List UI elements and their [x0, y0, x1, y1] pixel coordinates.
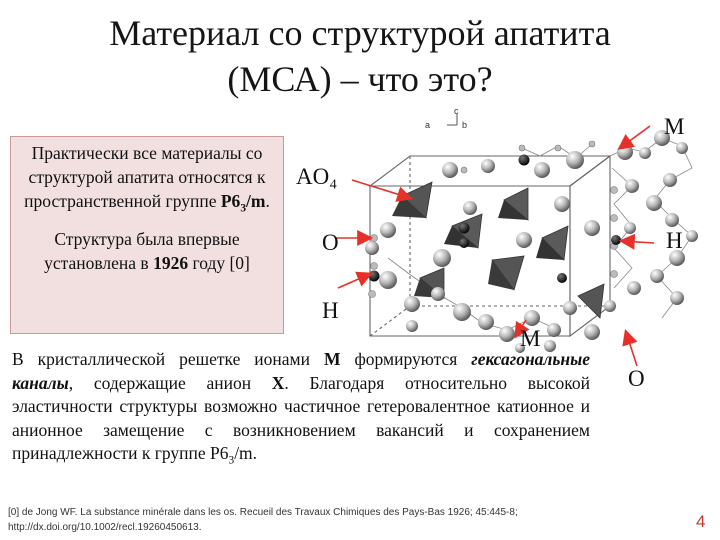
info-paragraph-2: Структура была впервые установлена в 1926 году [0] [44, 228, 250, 273]
axes-indicator [425, 108, 467, 130]
label-m-bottom: M [520, 326, 541, 351]
page-number: 4 [696, 512, 706, 531]
title-line-2: (МСА) – что это? [227, 59, 493, 99]
label-o-left: O [322, 230, 339, 255]
reference [8, 505, 608, 535]
label-o-bottom: O [628, 366, 645, 391]
reference-doi-link[interactable]: http://dx.doi.org/10.1002/recl.19260450613. [8, 522, 202, 533]
label-h-right: H [666, 228, 683, 253]
axis-a-label: a [425, 120, 431, 130]
title-line-1: Материал со структурой апатита [109, 13, 611, 53]
axis-c-label: c [454, 108, 459, 116]
pointer-arrows [336, 126, 654, 366]
reference-line-1: [0] de Jong WF. La substance minérale dans les os. Recueil des Travaux Chimiques des Pays-Bas 1926; 45:445-8; [8, 507, 518, 518]
label-ao4: AO₄ [296, 164, 338, 189]
axis-b-label: b [462, 120, 468, 130]
label-h-bottom: H [322, 298, 339, 323]
m-cation-spheres [365, 130, 698, 353]
tetrahedra-ao4 [392, 182, 604, 318]
label-m-top: M [664, 114, 685, 139]
info-paragraph-1: Практически все материалы со структурой апатита относятся к пространственной группе $P6_3/m$. [24, 143, 270, 215]
slide-title [0, 10, 720, 102]
body-paragraph: В кристаллической решетке ионами M формируются гексагональные каналы, содержащие анион X. Благодаря относительно высокой эластичности структуры возможно частичное гетеровалентное катионное и анионное замещение с возникновением вакансий и сохранением принадлежности к группе $P6_3/m$. [12, 349, 591, 467]
info-box [10, 136, 284, 334]
hexagonal-channels-term: гексагональные каналы [12, 349, 591, 393]
